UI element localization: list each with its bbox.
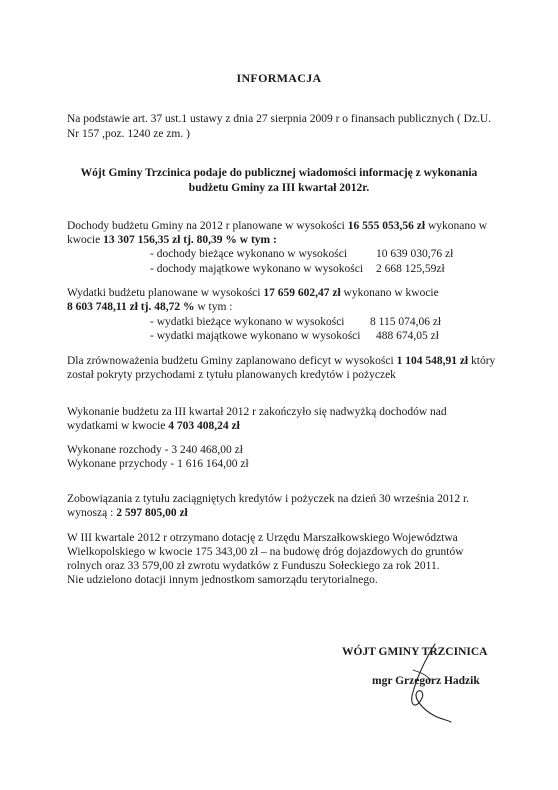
liabilities-line-2 [67,506,188,520]
deficit-line-2: został pokryty przychodami z tytułu planowanych kredytów i pożyczek [67,369,396,381]
surplus-line-2 [67,419,240,433]
surplus-line-1: Wykonanie budżetu za III kwartał 2012 r zakończyło się nadwyżką dochodów nad [67,406,447,418]
income-plan-text: Dochody budżetu Gminy na 2012 r planowane w wysokości [67,220,348,232]
expenses-capital-label: - wydatki majątkowe wykonano w wysokości [150,330,361,342]
deficit-amount: 1 104 548,91 zł [396,355,469,367]
liabilities-amount: 2 597 805,00 zł [116,507,188,519]
deficit-tail: który [468,355,496,367]
liabilities-line-1: Zobowiązania z tytułu zaciągniętych kredytów i pożyczek na dzień 30 września 2012 r. [67,493,470,505]
expenses-line-2 [67,300,232,314]
income-exec-text: kwocie [67,234,104,246]
document-title: INFORMACJA [236,71,322,85]
outflows-line: Wykonane rozchody - 3 240 468,00 zł [67,444,243,456]
income-line-1 [67,219,487,233]
legal-basis-line-2: Nr 157 ,poz. 1240 ze zm. ) [67,128,190,140]
deficit-line-1 [67,354,495,368]
handwritten-signature [395,640,465,725]
heading-line-1: Wójt Gminy Trzcinica podaje do publicznej wiadomości informację z wykonania [80,167,478,179]
grants-line-3: rolnych oraz 33 579,00 zł zwrotu wydatków z Funduszu Sołeckiego za rok 2011. [67,560,440,572]
signature-office: WÓJT GMINY TRZCINICA [342,646,488,658]
income-line-2 [67,233,277,247]
heading-line-2: budżetu Gminy za III kwartał 2012r. [188,182,370,194]
expenses-current-label: - wydatki bieżące wykonano w wysokości [150,316,345,328]
income-capital-value: 2 668 125,59zł [376,263,445,275]
expenses-plan-tail: wykonano w kwocie [340,287,439,299]
expenses-exec-amount: 8 603 748,11 zł tj. 48,72 % [67,301,195,313]
deficit-text: Dla zrównoważenia budżetu Gminy zaplanowano deficyt w wysokości [67,355,397,367]
income-capital-label: - dochody majątkowe wykonano w wysokości [150,263,364,275]
expenses-plan-text: Wydatki budżetu planowane w wysokości [67,287,264,299]
grants-line-1: W III kwartale 2012 r otrzymano dotację z Urzędu Marszałkowskiego Województwa [67,532,458,544]
income-plan-amount: 16 555 053,56 zł [347,220,426,232]
signature-name: mgr Grzegorz Hadzik [372,675,480,687]
liabilities-text: wynoszą : [67,507,117,519]
surplus-text: wydatkami w kwocie [67,420,169,432]
income-current-value: 10 639 030,76 zł [376,248,454,260]
income-current-label: - dochody bieżące wykonano w wysokości [150,248,348,260]
grants-line-4: Nie udzielono dotacji innym jednostkom samorządu terytorialnego. [67,574,378,586]
grants-line-2: Wielkopolskiego w kwocie 175 343,00 zł – na budowę dróg dojazdowych do gruntów [67,546,464,558]
income-exec-amount: 13 307 156,35 zł tj. 80,39 % w tym : [103,234,277,246]
expenses-line-1 [67,286,439,300]
expenses-current-value: 8 115 074,06 zł [370,316,442,328]
inflows-line: Wykonane przychody - 1 616 164,00 zł [67,458,249,470]
surplus-amount: 4 703 408,24 zł [168,420,240,432]
legal-basis-line-1: Na podstawie art. 37 ust.1 ustawy z dnia 27 sierpnia 2009 r o finansach publicznych ( Dz.U. [67,113,492,125]
income-plan-tail: wykonano w [425,220,488,232]
expenses-exec-tail: w tym : [194,301,233,313]
expenses-plan-amount: 17 659 602,47 zł [263,287,341,299]
expenses-capital-value: 488 674,05 zł [376,330,439,342]
